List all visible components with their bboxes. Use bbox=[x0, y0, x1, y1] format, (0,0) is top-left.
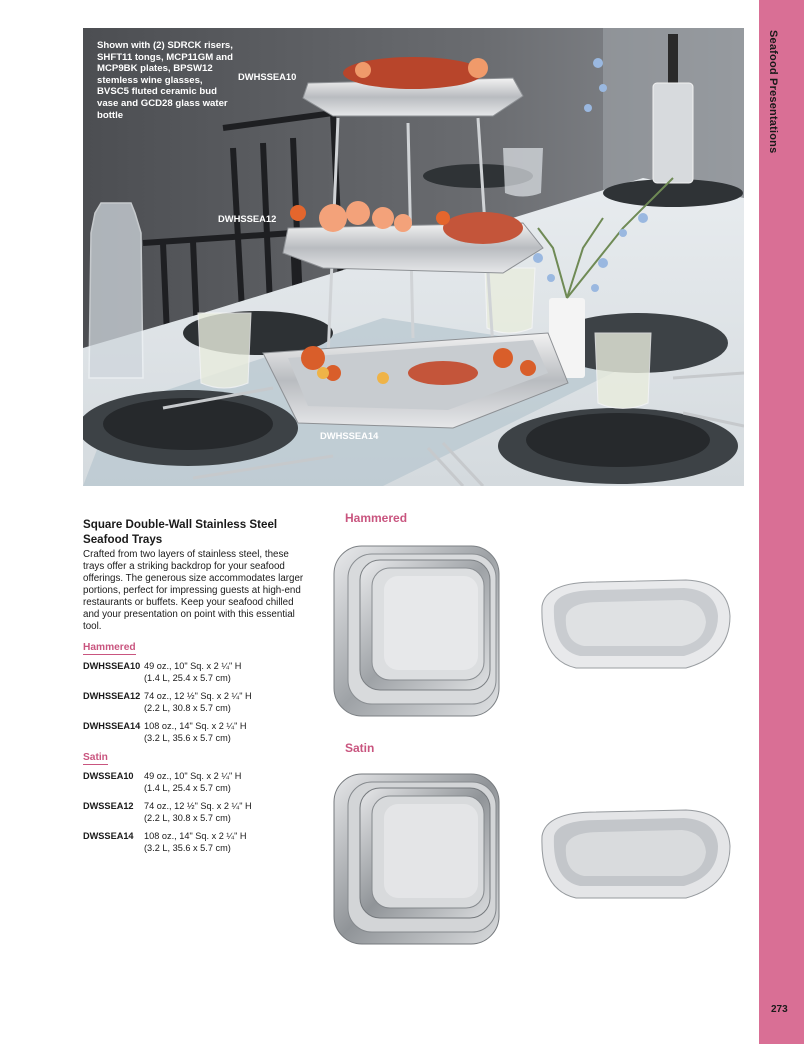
satin-heading: Satin bbox=[83, 752, 108, 763]
spec-line1: 108 oz., 14" Sq. x 2 ¼" H bbox=[144, 721, 247, 731]
spec-line2: (3.2 L, 35.6 x 5.7 cm) bbox=[144, 843, 231, 853]
photo-caption: Shown with (2) SDRCK risers, SHFT11 tongs, MCP11GM and MCP9BK plates, BPSW12 stemless wine glasses, BVSC5 fluted ceramic bud vase and GCD28 glass water bottle bbox=[97, 40, 233, 121]
product-title: Square Double-Wall Stainless Steel Seafood Trays bbox=[83, 518, 278, 546]
satin-tray-angled-view bbox=[536, 806, 732, 906]
hammered-heading: Hammered bbox=[83, 642, 136, 653]
item-spec bbox=[144, 830, 319, 854]
satin-image-label: Satin bbox=[345, 741, 375, 755]
sidebar-band bbox=[759, 0, 804, 1044]
item-code: DWSSEA14 bbox=[83, 831, 134, 841]
section-title: Seafood Presentations bbox=[767, 30, 779, 154]
item-code: DWHSSEA10 bbox=[83, 661, 141, 671]
spec-line1: 74 oz., 12 ½" Sq. x 2 ¼" H bbox=[144, 691, 252, 701]
item-spec bbox=[144, 690, 319, 714]
spec-line1: 49 oz., 10" Sq. x 2 ¼" H bbox=[144, 661, 242, 671]
item-code: DWSSEA10 bbox=[83, 771, 134, 781]
spec-line2: (1.4 L, 25.4 x 5.7 cm) bbox=[144, 673, 231, 683]
spec-line2: (2.2 L, 30.8 x 5.7 cm) bbox=[144, 703, 231, 713]
spec-line2: (2.2 L, 30.8 x 5.7 cm) bbox=[144, 813, 231, 823]
item-code: DWHSSEA14 bbox=[83, 721, 141, 731]
page-number: 273 bbox=[771, 1004, 788, 1015]
spec-line1: 49 oz., 10" Sq. x 2 ¼" H bbox=[144, 771, 242, 781]
spec-line2: (1.4 L, 25.4 x 5.7 cm) bbox=[144, 783, 231, 793]
item-spec bbox=[144, 770, 319, 794]
tag-dwhssea10: DWHSSEA10 bbox=[238, 71, 297, 82]
hammered-tray-angled-view bbox=[536, 576, 732, 676]
item-spec bbox=[144, 660, 319, 684]
hero-photo bbox=[83, 28, 744, 486]
hammered-trays-top-view bbox=[332, 540, 512, 720]
spec-line2: (3.2 L, 35.6 x 5.7 cm) bbox=[144, 733, 231, 743]
tag-dwhssea12: DWHSSEA12 bbox=[218, 213, 277, 224]
spec-line1: 108 oz., 14" Sq. x 2 ¼" H bbox=[144, 831, 247, 841]
item-code: DWSSEA12 bbox=[83, 801, 134, 811]
spec-line1: 74 oz., 12 ½" Sq. x 2 ¼" H bbox=[144, 801, 252, 811]
item-spec bbox=[144, 800, 319, 824]
tag-dwhssea14: DWHSSEA14 bbox=[320, 430, 379, 441]
satin-trays-top-view bbox=[332, 770, 512, 946]
item-code: DWHSSEA12 bbox=[83, 691, 141, 701]
hammered-image-label: Hammered bbox=[345, 511, 408, 525]
item-spec bbox=[144, 720, 319, 744]
product-description: Crafted from two layers of stainless steel, these trays offer a striking backdrop for your seafood offerings. The generous size accommodates larger portions, perfect for impressing guests at high-end restaurants or buffets. Keep your seafood chilled and your presentation on point with this essential tool. bbox=[83, 549, 304, 632]
